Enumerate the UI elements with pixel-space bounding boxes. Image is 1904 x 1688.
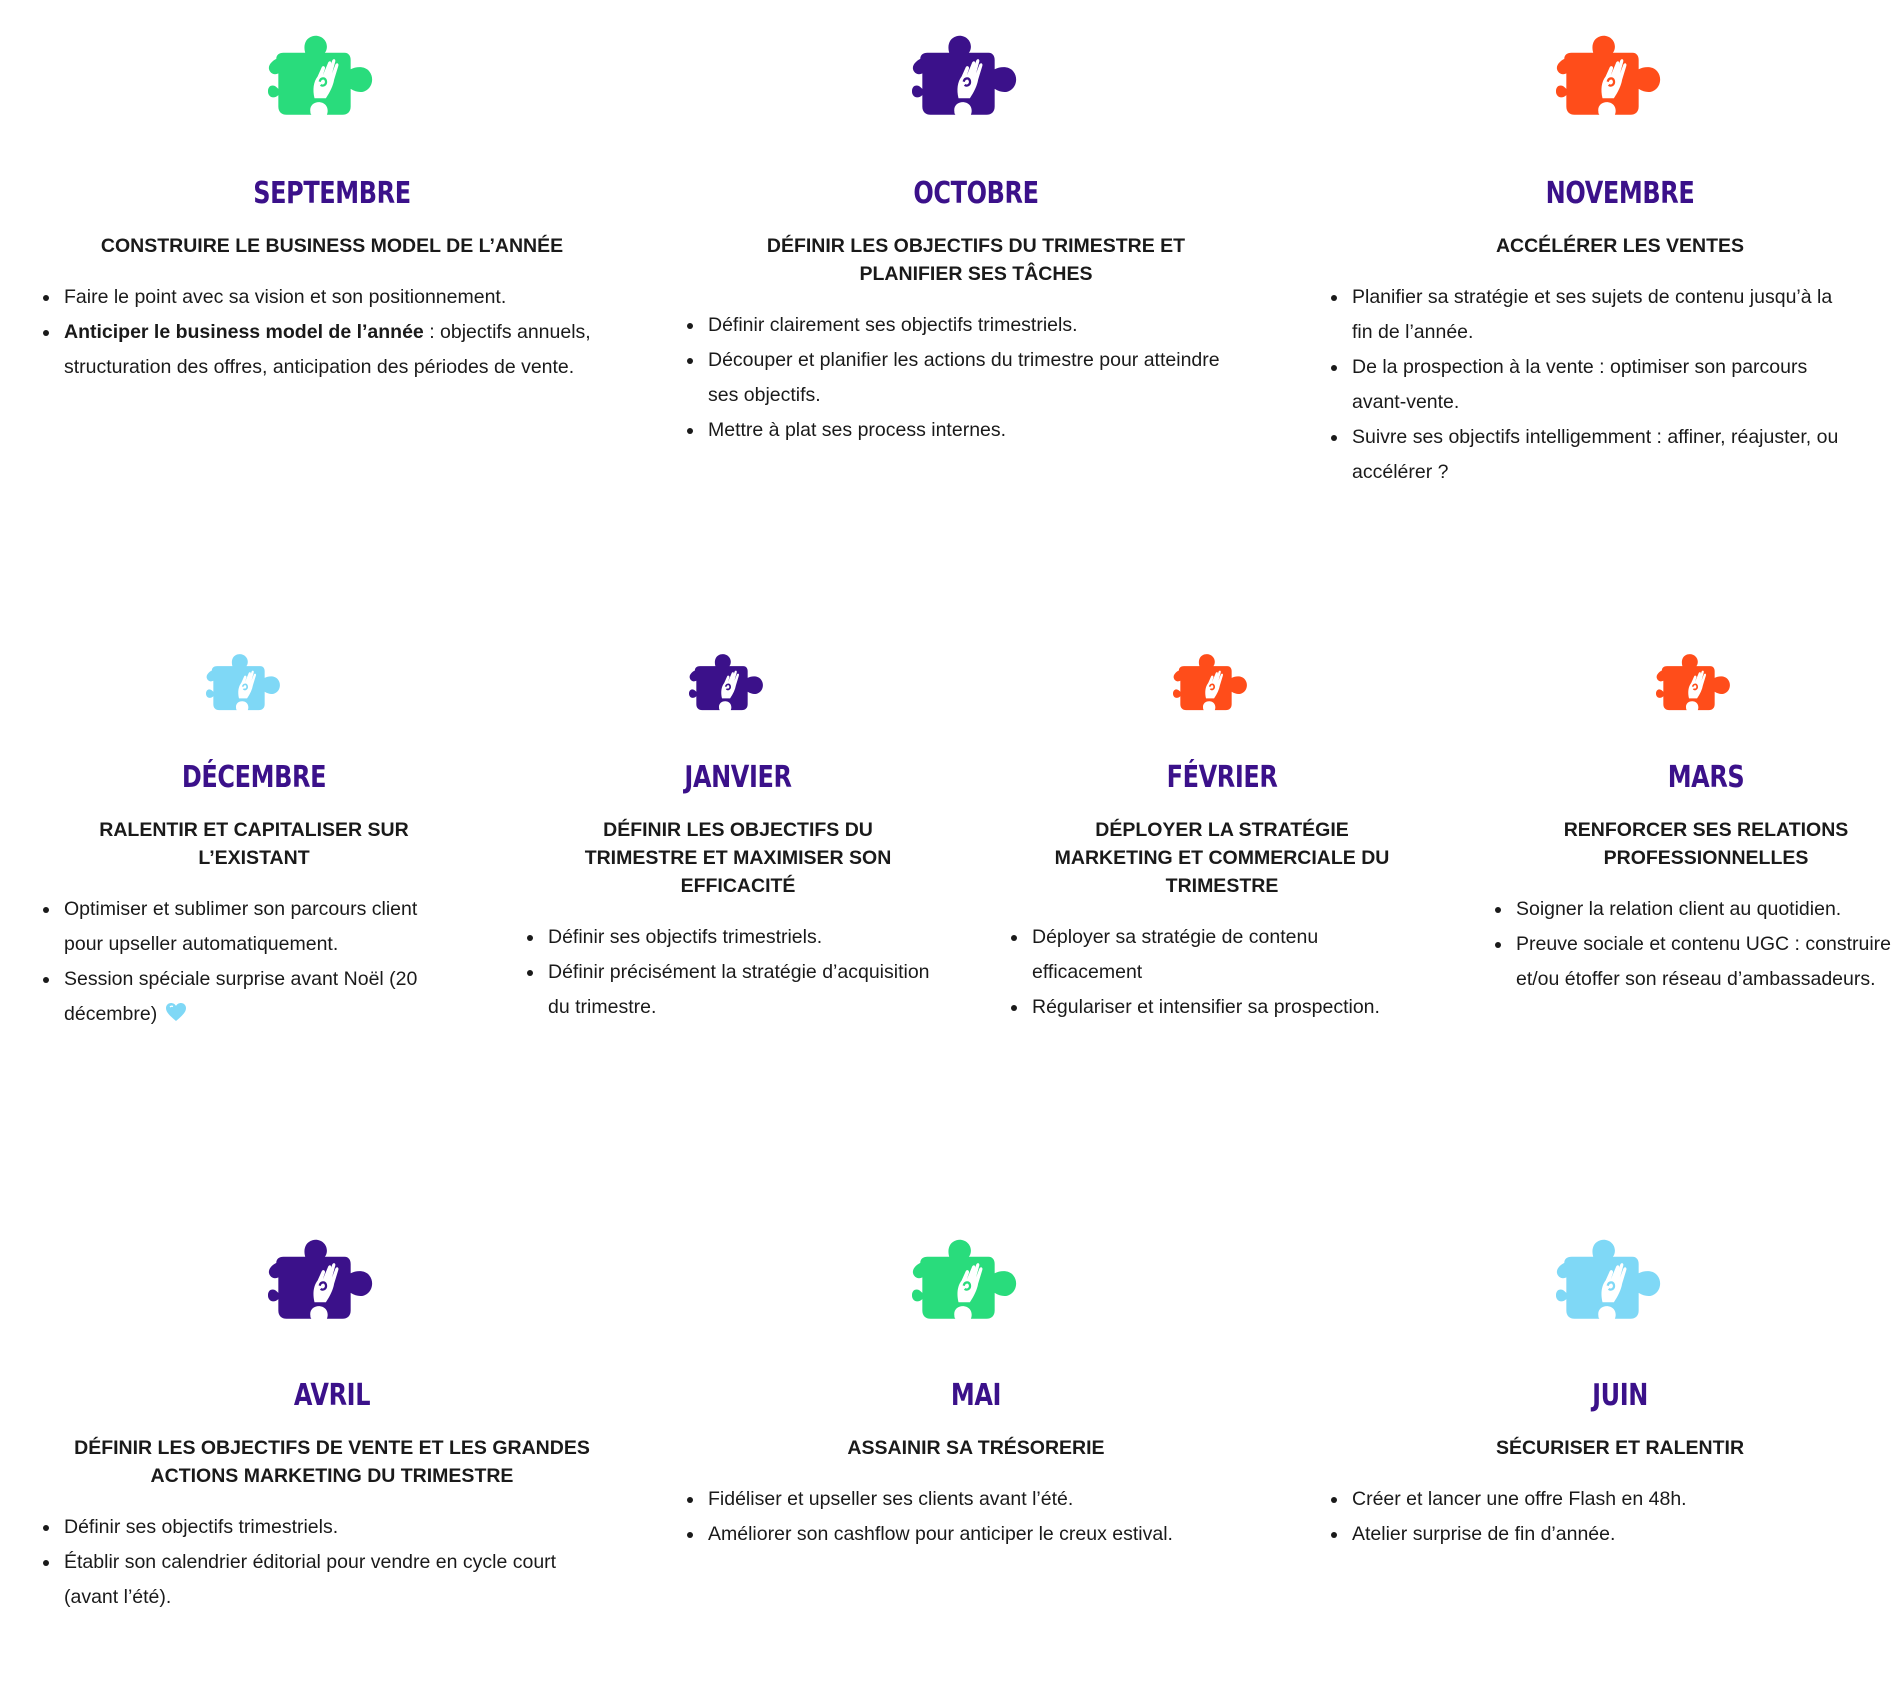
month-title: MAI <box>950 1378 1002 1413</box>
list-item <box>1352 1517 1856 1552</box>
list-item <box>1516 892 1904 927</box>
month-subtitle <box>978 816 1466 900</box>
subtitle-line: TRIMESTRE ET MAXIMISER SON <box>584 847 892 869</box>
month-subtitle <box>1298 1434 1904 1462</box>
list-item <box>64 1545 608 1615</box>
month-subtitle <box>1298 232 1904 260</box>
puzzle-hand-icon <box>1556 1234 1680 1327</box>
subtitle-line: RENFORCER SES RELATIONS <box>1563 819 1849 841</box>
list-item-text: Soigner la relation client au quotidien. <box>1516 898 1842 920</box>
list-item-text: Régulariser et intensifier sa prospection. <box>1032 996 1380 1018</box>
list-item-text: Créer et lancer une offre Flash en 48h. <box>1352 1488 1687 1510</box>
list-item-text: De la prospection à la vente : optimiser son parcours avant-vente. <box>1352 356 1808 413</box>
subtitle-line: DÉFINIR LES OBJECTIFS DU TRIMESTRE ET <box>766 235 1186 257</box>
puzzle-hand-icon <box>912 30 1036 123</box>
month-items-list <box>40 280 608 385</box>
subtitle-line: L’EXISTANT <box>198 847 310 869</box>
list-item <box>1352 280 1856 350</box>
list-item <box>548 920 932 955</box>
month-title: AVRIL <box>293 1378 371 1413</box>
list-item <box>708 343 1252 413</box>
list-item-text: Session spéciale surprise avant Noël (20 décembre) <box>64 968 418 1025</box>
month-subtitle <box>1462 816 1904 872</box>
subtitle-line: DÉFINIR LES OBJECTIFS DE VENTE ET LES GRANDES <box>74 1437 590 1459</box>
month-title: NOVEMBRE <box>1545 176 1695 211</box>
list-item-text: Atelier surprise de fin d’année. <box>1352 1523 1616 1545</box>
month-items-list <box>1328 1482 1856 1552</box>
list-item-text: Définir précisément la stratégie d’acquisition du trimestre. <box>548 961 930 1018</box>
list-item <box>708 308 1252 343</box>
list-item-text: Découper et planifier les actions du trimestre pour atteindre ses objectifs. <box>708 349 1220 406</box>
list-item <box>1032 920 1426 990</box>
list-item-text: Fidéliser et upseller ses clients avant l’été. <box>708 1488 1074 1510</box>
month-title: FÉVRIER <box>1166 760 1278 795</box>
list-item <box>64 280 608 315</box>
puzzle-hand-icon <box>268 1234 392 1327</box>
subtitle-line: TRIMESTRE <box>1165 875 1279 897</box>
subtitle-line: ACCÉLÉRER LES VENTES <box>1495 235 1745 257</box>
month-title: JUIN <box>1592 1378 1648 1413</box>
puzzle-hand-icon <box>206 650 294 716</box>
subtitle-line: DÉFINIR LES OBJECTIFS DU <box>603 819 873 841</box>
subtitle-line: ASSAINIR SA TRÉSORERIE <box>847 1437 1105 1459</box>
list-item <box>64 1510 608 1545</box>
puzzle-hand-icon <box>1556 30 1680 123</box>
month-items-list <box>684 308 1252 448</box>
list-item <box>548 955 932 1025</box>
list-item <box>1352 350 1856 420</box>
month-subtitle <box>10 232 654 260</box>
month-title: SEPTEMBRE <box>253 176 411 211</box>
subtitle-line: SÉCURISER ET RALENTIR <box>1495 1437 1745 1459</box>
puzzle-hand-icon <box>1173 650 1261 716</box>
list-item <box>1352 1482 1856 1517</box>
month-title: OCTOBRE <box>913 176 1039 211</box>
subtitle-line: PLANIFIER SES TÂCHES <box>859 263 1093 285</box>
list-item <box>64 315 608 385</box>
subtitle-line: RALENTIR ET CAPITALISER SUR <box>99 819 409 841</box>
list-item <box>1516 927 1904 997</box>
list-item-text: Établir son calendrier éditorial pour vendre en cycle court (avant l’été). <box>64 1551 557 1608</box>
list-item <box>708 1517 1252 1552</box>
heart-icon <box>165 999 187 1034</box>
month-items-list <box>1008 920 1426 1025</box>
month-items-list <box>40 892 458 1034</box>
puzzle-hand-icon <box>1656 650 1744 716</box>
list-item-text: : objectifs annuels, structuration des offres, anticipation des périodes de vente. <box>64 321 591 378</box>
list-item-text: Définir ses objectifs trimestriels. <box>548 926 823 948</box>
month-items-list <box>684 1482 1252 1552</box>
puzzle-hand-icon <box>689 650 777 716</box>
month-subtitle <box>494 816 982 900</box>
month-items-list <box>1328 280 1856 490</box>
list-item <box>708 413 1252 448</box>
month-subtitle <box>10 1434 654 1490</box>
subtitle-line: ACTIONS MARKETING DU TRIMESTRE <box>150 1465 514 1487</box>
list-item-text: Suivre ses objectifs intelligemment : affiner, réajuster, ou accélérer ? <box>1352 426 1839 483</box>
list-item-text: Déployer sa stratégie de contenu efficacement <box>1032 926 1319 983</box>
month-title: MARS <box>1667 760 1745 795</box>
list-item <box>708 1482 1252 1517</box>
month-title: JANVIER <box>684 760 792 795</box>
list-item-text: Mettre à plat ses process internes. <box>708 419 1007 441</box>
list-item-text: Définir ses objectifs trimestriels. <box>64 1516 339 1538</box>
month-items-list <box>524 920 932 1025</box>
subtitle-line: MARKETING ET COMMERCIALE DU <box>1054 847 1390 869</box>
month-items-list <box>40 1510 608 1615</box>
list-item <box>64 962 458 1034</box>
month-title: DÉCEMBRE <box>181 760 327 795</box>
list-item-text: Preuve sociale et contenu UGC : construire et/ou étoffer son réseau d’ambassadeurs. <box>1516 933 1892 990</box>
list-item <box>1352 420 1856 490</box>
list-item-bold: Anticiper le business model de l’année <box>64 321 424 343</box>
month-subtitle <box>654 1434 1298 1462</box>
subtitle-line: EFFICACITÉ <box>680 875 796 897</box>
list-item-text: Faire le point avec sa vision et son positionnement. <box>64 286 507 308</box>
subtitle-line: DÉPLOYER LA STRATÉGIE <box>1095 819 1349 841</box>
subtitle-line: PROFESSIONNELLES <box>1603 847 1809 869</box>
list-item-text: Planifier sa stratégie et ses sujets de contenu jusqu’à la fin de l’année. <box>1352 286 1833 343</box>
subtitle-line: CONSTRUIRE LE BUSINESS MODEL DE L’ANNÉE <box>100 235 564 257</box>
list-item <box>64 892 458 962</box>
puzzle-hand-icon <box>912 1234 1036 1327</box>
month-items-list <box>1492 892 1904 997</box>
month-subtitle <box>10 816 498 872</box>
list-item-text: Optimiser et sublimer son parcours client pour upseller automatiquement. <box>64 898 418 955</box>
month-subtitle <box>654 232 1298 288</box>
puzzle-hand-icon <box>268 30 392 123</box>
list-item <box>1032 990 1426 1025</box>
list-item-text: Améliorer son cashflow pour anticiper le creux estival. <box>708 1523 1173 1545</box>
list-item-text: Définir clairement ses objectifs trimestriels. <box>708 314 1078 336</box>
